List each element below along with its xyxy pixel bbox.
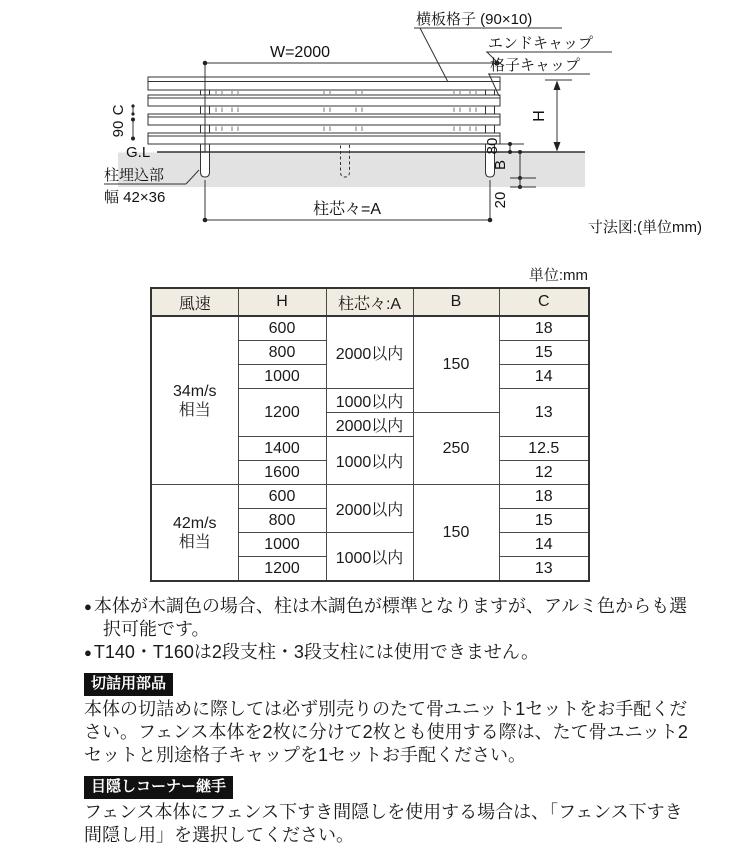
section-cut-parts <box>84 673 690 767</box>
wind-speed-suffix: 相当 <box>178 401 211 419</box>
dimension-diagram <box>0 0 740 248</box>
wind-speed-34 <box>151 316 238 485</box>
cell-a: 2000以内 <box>326 316 413 389</box>
width-dimension <box>203 44 500 65</box>
height-dimension <box>531 80 572 152</box>
note-text: T140・T160は2段支柱・3段支柱には使用できません。 <box>93 642 540 662</box>
section-body: 本体の切詰めに際しては必ず別売りのたて骨ユニット1セットをお手配ください。フェンス本体を2枚に分けて2枚とも使用する際は、たて骨ユニット2セットと別途格子キャップを1セットお手配ください。 <box>84 699 688 765</box>
below-embed-label: 20 <box>492 191 509 209</box>
cell-a: 2000以内 <box>326 413 413 437</box>
cell-h: 1600 <box>238 461 326 485</box>
ground-line-label: G.L <box>126 144 151 161</box>
section-body: フェンス本体にフェンス下すき間隠しを使用する場合は、「フェンス下すき間隠し用」を選択してください。 <box>84 802 683 845</box>
post-embed-label: 柱埋込部 <box>104 167 165 184</box>
wind-spec-table <box>150 287 590 582</box>
cell-c: 14 <box>499 533 589 557</box>
end-cap-label: エンドキャップ <box>488 35 594 52</box>
unit-label: 単位:mm <box>528 267 588 284</box>
lattice-cap-label: 格子キャップ <box>490 57 581 74</box>
gap-dimension-label: C <box>110 104 127 116</box>
cell-h: 1400 <box>238 437 326 461</box>
cell-c: 15 <box>499 341 589 365</box>
section-title-badge: 目隠しコーナー継手 <box>84 776 233 799</box>
lattice-cap-callout <box>488 56 590 96</box>
pitch-dimension <box>110 118 135 141</box>
col-header-b: B <box>413 288 499 316</box>
cell-a: 1000以内 <box>326 533 413 582</box>
cell-h: 800 <box>238 509 326 533</box>
notes-list <box>84 595 690 664</box>
note-item <box>84 641 690 664</box>
table-row <box>151 316 589 341</box>
col-header-a: 柱芯々:A <box>326 288 413 316</box>
pitch-dimension-label: 90 <box>110 120 127 138</box>
cell-c: 13 <box>499 389 589 437</box>
post-pitch-label: 柱芯々=A <box>312 201 382 218</box>
embed-depth-label: B <box>492 159 509 171</box>
col-header-c: C <box>499 288 589 316</box>
cell-c: 18 <box>499 316 589 341</box>
cell-h: 1200 <box>238 557 326 582</box>
cell-h: 600 <box>238 485 326 509</box>
width-dimension-label: W=2000 <box>269 44 331 61</box>
wind-speed-42 <box>151 485 238 582</box>
cell-a: 1000以内 <box>326 437 413 485</box>
note-item <box>84 595 690 641</box>
cell-h: 1000 <box>238 533 326 557</box>
board-callout-label: 横板格子 (90×10) <box>416 11 533 28</box>
bullet-icon: ● <box>84 599 92 614</box>
cell-h: 1200 <box>238 389 326 437</box>
cell-h: 800 <box>238 341 326 365</box>
cell-h: 600 <box>238 316 326 341</box>
table-row <box>151 485 589 509</box>
bullet-icon: ● <box>84 645 92 660</box>
cell-h: 1000 <box>238 365 326 389</box>
cell-a: 2000以内 <box>326 485 413 533</box>
col-header-wind: 風速 <box>151 288 238 316</box>
gap-dimension <box>110 104 135 115</box>
post-width-label: 幅 42×36 <box>104 189 166 206</box>
diagram-caption: 寸法図:(単位mm) <box>587 219 702 236</box>
cell-c: 12.5 <box>499 437 589 461</box>
cell-c: 15 <box>499 509 589 533</box>
height-dimension-label: H <box>531 110 548 122</box>
spec-table-block <box>150 264 588 582</box>
cell-b: 150 <box>413 316 499 413</box>
table-header-row <box>151 288 589 316</box>
wind-speed-value: 34m/s <box>172 382 217 400</box>
wind-speed-value: 42m/s <box>172 514 217 532</box>
cell-a: 1000以内 <box>326 389 413 413</box>
note-text: 本体が木調色の場合、柱は木調色が標準となりますが、アルミ色からも選択可能です。 <box>93 596 688 639</box>
cell-b: 150 <box>413 485 499 582</box>
cell-c: 18 <box>499 485 589 509</box>
wind-speed-suffix: 相当 <box>178 533 211 551</box>
cell-c: 14 <box>499 365 589 389</box>
section-title-badge: 切詰用部品 <box>84 673 173 696</box>
section-corner-joint <box>84 776 690 847</box>
cell-c: 12 <box>499 461 589 485</box>
cell-c: 13 <box>499 557 589 582</box>
col-header-h: H <box>238 288 326 316</box>
bottom-gap-label: 80 <box>484 137 501 155</box>
cell-b: 250 <box>413 413 499 485</box>
